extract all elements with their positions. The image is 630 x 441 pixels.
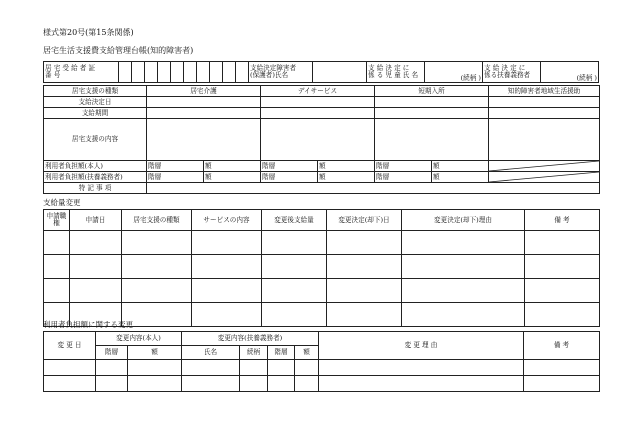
- cell[interactable]: [402, 255, 525, 279]
- cell[interactable]: [295, 360, 319, 376]
- cell[interactable]: [319, 376, 524, 392]
- supporter-name-label: 支 給 決 定 に 係る扶養義務者: [483, 62, 541, 83]
- header-change-reason: 変 更 理 由: [319, 332, 524, 360]
- supporter-name-value[interactable]: (続柄 ): [541, 62, 599, 83]
- cell[interactable]: [525, 279, 600, 303]
- service-short-stay: 短期入所: [375, 86, 489, 97]
- tier-label: 階層: [147, 161, 204, 172]
- cell[interactable]: [96, 376, 128, 392]
- tier-label: 階層: [261, 172, 318, 183]
- page-title: 居宅生活支援費支給管理台帳(知的障害者): [43, 46, 194, 55]
- recipient-number-digit[interactable]: [210, 62, 223, 83]
- cell[interactable]: [192, 255, 262, 279]
- cell[interactable]: [402, 231, 525, 255]
- burden-change-table: [43, 331, 600, 392]
- cell[interactable]: [524, 360, 600, 376]
- header-remarks: 備 考: [525, 210, 600, 231]
- header-self-change: 変更内容(本人): [96, 332, 182, 346]
- cell[interactable]: [525, 231, 600, 255]
- cell[interactable]: [96, 360, 128, 376]
- cell[interactable]: [70, 231, 122, 255]
- cell[interactable]: [192, 303, 262, 327]
- cell[interactable]: [128, 376, 182, 392]
- recipient-number-digit[interactable]: [145, 62, 158, 83]
- cell[interactable]: [525, 255, 600, 279]
- cell[interactable]: [262, 231, 327, 255]
- amount-label: 額: [318, 172, 375, 183]
- subheader-amount: 額: [128, 346, 182, 360]
- row-burden-self: 利用者負担額(本人): [44, 161, 147, 172]
- subheader-relation: 続柄: [240, 346, 268, 360]
- recipient-number-digit[interactable]: [197, 62, 210, 83]
- cell[interactable]: [44, 255, 70, 279]
- header-service-content: サービスの内容: [192, 210, 262, 231]
- cell[interactable]: [70, 279, 122, 303]
- row-content: 居宅支援の内容: [44, 119, 147, 161]
- cell[interactable]: [327, 279, 402, 303]
- remarks-cell[interactable]: [147, 183, 600, 194]
- cell[interactable]: [261, 108, 375, 119]
- cell[interactable]: [44, 360, 96, 376]
- amount-label: 額: [204, 161, 261, 172]
- cell[interactable]: [375, 97, 489, 108]
- header-change-date: 変 更 日: [44, 332, 96, 360]
- cell[interactable]: [44, 231, 70, 255]
- form-number: 様式第20号(第15条関係): [43, 28, 134, 37]
- cell[interactable]: [192, 279, 262, 303]
- header-obligor-change: 変更内容(扶養義務者): [182, 332, 319, 346]
- header-burden-remarks: 備 考: [524, 332, 600, 360]
- service-day-service: デイサービス: [261, 86, 375, 97]
- cell[interactable]: [44, 376, 96, 392]
- tier-label: 階層: [147, 172, 204, 183]
- cell[interactable]: [489, 119, 600, 161]
- header-application: 申請職権: [44, 210, 70, 231]
- child-name-value[interactable]: (続柄 ): [425, 62, 483, 83]
- cell[interactable]: [147, 108, 261, 119]
- recipient-number-digit[interactable]: [184, 62, 197, 83]
- cell[interactable]: [327, 231, 402, 255]
- subheader-name: 氏名: [182, 346, 240, 360]
- cell[interactable]: [319, 360, 524, 376]
- child-name-label: 支 給 決 定 に 係 る 児 童 氏 名: [367, 62, 425, 83]
- cell[interactable]: [192, 231, 262, 255]
- row-decision-date: 支給決定日: [44, 97, 147, 108]
- burden-section-title: 利用者負担額に関する変更: [43, 320, 133, 329]
- recipient-number-digit[interactable]: [158, 62, 171, 83]
- support-main-table: [43, 85, 600, 194]
- subheader-tier: 階層: [268, 346, 295, 360]
- row-remarks: 特 記 事 項: [44, 183, 147, 194]
- cell[interactable]: [295, 376, 319, 392]
- cell[interactable]: [327, 303, 402, 327]
- row-burden-obligor: 利用者負担額(扶養義務者): [44, 172, 147, 183]
- cell[interactable]: [122, 231, 192, 255]
- change-section-title: 支給量変更: [43, 198, 81, 207]
- tier-label: 階層: [261, 161, 318, 172]
- header-support-type: 居宅支援の種類: [122, 210, 192, 231]
- table-row: [44, 360, 600, 376]
- cell[interactable]: [147, 119, 261, 161]
- cell[interactable]: [268, 360, 295, 376]
- header-decision-date: 変更決定(却下)日: [327, 210, 402, 231]
- cell[interactable]: [44, 279, 70, 303]
- amount-label: 額: [432, 172, 489, 183]
- support-type-header: 居宅支援の種類: [44, 86, 147, 97]
- cell[interactable]: [524, 376, 600, 392]
- table-row: [44, 231, 600, 255]
- service-community-living: 知的障害者地域生活援助: [489, 86, 600, 97]
- recipient-number-digit[interactable]: [236, 62, 249, 83]
- cell[interactable]: [402, 279, 525, 303]
- recipient-number-label: 居 宅 受 給 者 証 番 号: [44, 62, 119, 83]
- amount-label: 額: [318, 161, 375, 172]
- cell[interactable]: [262, 279, 327, 303]
- amount-label: 額: [432, 161, 489, 172]
- subheader-amount: 額: [295, 346, 319, 360]
- tier-label: 階層: [375, 172, 432, 183]
- cell[interactable]: [525, 303, 600, 327]
- cell[interactable]: [375, 108, 489, 119]
- cell[interactable]: [128, 360, 182, 376]
- table-row: [44, 255, 600, 279]
- tier-label: 階層: [375, 161, 432, 172]
- cell[interactable]: [261, 97, 375, 108]
- cell[interactable]: [261, 119, 375, 161]
- cell[interactable]: [147, 97, 261, 108]
- cell[interactable]: [182, 376, 240, 392]
- amount-label: 額: [204, 172, 261, 183]
- cell[interactable]: [70, 255, 122, 279]
- row-period: 支給期間: [44, 108, 147, 119]
- recipient-info-table: [43, 61, 599, 83]
- cell[interactable]: [240, 376, 268, 392]
- service-home-care: 居宅介護: [147, 86, 261, 97]
- not-applicable-cell: [489, 161, 600, 172]
- not-applicable-cell: [489, 172, 600, 183]
- cell[interactable]: [489, 108, 600, 119]
- cell[interactable]: [240, 360, 268, 376]
- cell[interactable]: [262, 255, 327, 279]
- change-table: [43, 209, 600, 327]
- cell[interactable]: [327, 255, 402, 279]
- header-application-date: 申請日: [70, 210, 122, 231]
- guardian-name-label: 支給決定障害者 (保護者)氏名: [249, 62, 313, 83]
- recipient-number-digit[interactable]: [132, 62, 145, 83]
- recipient-number-digit[interactable]: [119, 62, 132, 83]
- cell[interactable]: [122, 279, 192, 303]
- recipient-number-digit[interactable]: [223, 62, 236, 83]
- cell[interactable]: [262, 303, 327, 327]
- cell[interactable]: [489, 97, 600, 108]
- subheader-tier: 階層: [96, 346, 128, 360]
- cell[interactable]: [375, 119, 489, 161]
- cell[interactable]: [182, 360, 240, 376]
- cell[interactable]: [268, 376, 295, 392]
- guardian-name-value[interactable]: [313, 62, 367, 83]
- header-new-amount: 変更後支給量: [262, 210, 327, 231]
- recipient-number-digit[interactable]: [171, 62, 184, 83]
- cell[interactable]: [402, 303, 525, 327]
- header-decision-reason: 変更決定(却下)理由: [402, 210, 525, 231]
- table-row: [44, 376, 600, 392]
- table-row: [44, 279, 600, 303]
- cell[interactable]: [122, 255, 192, 279]
